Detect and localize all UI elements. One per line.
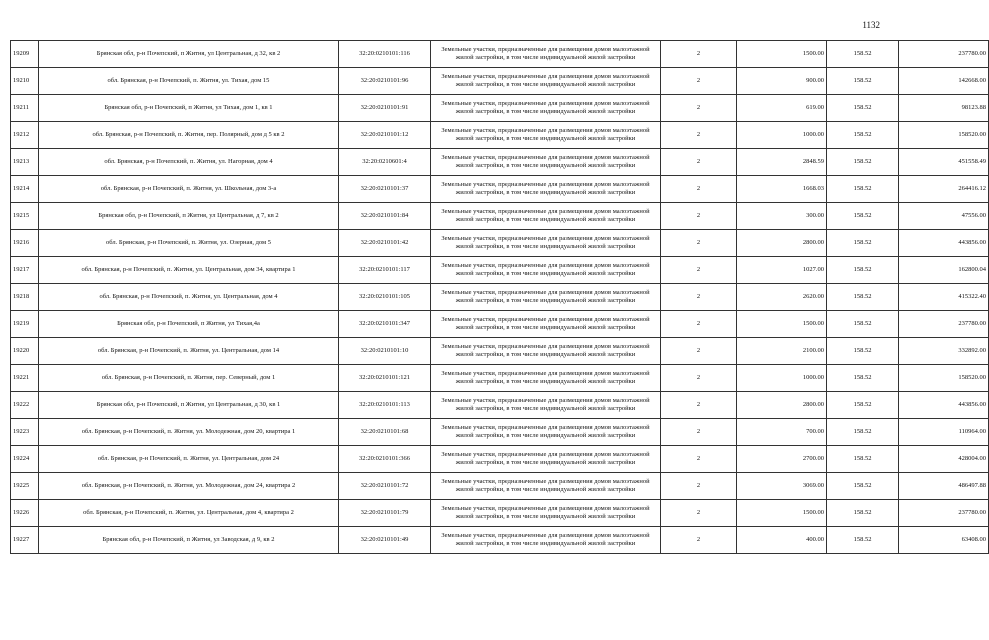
row-number: 19227 bbox=[11, 527, 39, 554]
table-body bbox=[11, 41, 989, 554]
address-cell: Брянская обл, р-н Почепский, п Житня, ул Тихая, дом 1, кв 1 bbox=[39, 95, 339, 122]
area-cell: 619.00 bbox=[737, 95, 827, 122]
table-row bbox=[11, 419, 989, 446]
table-row bbox=[11, 176, 989, 203]
area-cell: 1000.00 bbox=[737, 365, 827, 392]
rate-cell: 158.52 bbox=[827, 41, 899, 68]
row-number: 19218 bbox=[11, 284, 39, 311]
cadastral-value-cell: 158520.00 bbox=[899, 365, 989, 392]
land-use-cell: Земельные участки, предназначенные для размещения домов малоэтажной жилой застройки, в том числе индивидуальной жилой застройки bbox=[431, 95, 661, 122]
address-cell: обл. Брянская, р-н Почепский, п. Житня, ул. Центральная, дом 4, квартира 2 bbox=[39, 500, 339, 527]
address-cell: обл. Брянская, р-н Почепский, п. Житня, ул. Школьная, дом 3-а bbox=[39, 176, 339, 203]
address-cell: обл. Брянская, р-н Почепский, п. Житня, ул. Центральная, дом 14 bbox=[39, 338, 339, 365]
page-number: 1132 bbox=[862, 20, 880, 30]
row-number: 19222 bbox=[11, 392, 39, 419]
rate-cell: 158.52 bbox=[827, 473, 899, 500]
row-number: 19226 bbox=[11, 500, 39, 527]
table-row bbox=[11, 149, 989, 176]
table-row bbox=[11, 473, 989, 500]
category-code-cell: 2 bbox=[661, 419, 737, 446]
cadastral-number-cell: 32:20:0210101:117 bbox=[339, 257, 431, 284]
table-row bbox=[11, 365, 989, 392]
cadastral-number-cell: 32:20:0210601:4 bbox=[339, 149, 431, 176]
category-code-cell: 2 bbox=[661, 122, 737, 149]
area-cell: 300.00 bbox=[737, 203, 827, 230]
land-use-cell: Земельные участки, предназначенные для размещения домов малоэтажной жилой застройки, в том числе индивидуальной жилой застройки bbox=[431, 473, 661, 500]
address-cell: обл. Брянская, р-н Почепский, п. Житня, ул. Центральная, дом 34, квартира 1 bbox=[39, 257, 339, 284]
cadastral-number-cell: 32:20:0210101:121 bbox=[339, 365, 431, 392]
address-cell: обл. Брянская, р-н Почепский, п. Житня, пер. Полярный, дом д 5 кв 2 bbox=[39, 122, 339, 149]
row-number: 19211 bbox=[11, 95, 39, 122]
cadastral-value-cell: 264416.12 bbox=[899, 176, 989, 203]
cadastral-number-cell: 32:20:0210101:96 bbox=[339, 68, 431, 95]
cadastral-value-cell: 237780.00 bbox=[899, 311, 989, 338]
cadastral-number-cell: 32:20:0210101:116 bbox=[339, 41, 431, 68]
area-cell: 1500.00 bbox=[737, 500, 827, 527]
address-cell: Брянская обл, р-н Почепский, п Житня, ул Центральная, д 32, кв 2 bbox=[39, 41, 339, 68]
cadastral-value-cell: 98123.88 bbox=[899, 95, 989, 122]
category-code-cell: 2 bbox=[661, 257, 737, 284]
row-number: 19214 bbox=[11, 176, 39, 203]
cadastral-value-cell: 162800.04 bbox=[899, 257, 989, 284]
cadastral-number-cell: 32:20:0210101:37 bbox=[339, 176, 431, 203]
rate-cell: 158.52 bbox=[827, 122, 899, 149]
cadastral-number-cell: 32:20:0210101:113 bbox=[339, 392, 431, 419]
address-cell: Брянская обл, р-н Почепский, п Житня, ул Тихая,4а bbox=[39, 311, 339, 338]
cadastral-value-cell: 63408.00 bbox=[899, 527, 989, 554]
rate-cell: 158.52 bbox=[827, 500, 899, 527]
area-cell: 2620.00 bbox=[737, 284, 827, 311]
cadastral-number-cell: 32:20:0210101:42 bbox=[339, 230, 431, 257]
land-use-cell: Земельные участки, предназначенные для размещения домов малоэтажной жилой застройки, в том числе индивидуальной жилой застройки bbox=[431, 338, 661, 365]
rate-cell: 158.52 bbox=[827, 311, 899, 338]
rate-cell: 158.52 bbox=[827, 419, 899, 446]
area-cell: 2800.00 bbox=[737, 230, 827, 257]
table-row bbox=[11, 95, 989, 122]
row-number: 19219 bbox=[11, 311, 39, 338]
row-number: 19213 bbox=[11, 149, 39, 176]
row-number: 19209 bbox=[11, 41, 39, 68]
rate-cell: 158.52 bbox=[827, 95, 899, 122]
land-use-cell: Земельные участки, предназначенные для размещения домов малоэтажной жилой застройки, в том числе индивидуальной жилой застройки bbox=[431, 68, 661, 95]
land-use-cell: Земельные участки, предназначенные для размещения домов малоэтажной жилой застройки, в том числе индивидуальной жилой застройки bbox=[431, 392, 661, 419]
cadastral-number-cell: 32:20:0210101:84 bbox=[339, 203, 431, 230]
cadastral-number-cell: 32:20:0210101:72 bbox=[339, 473, 431, 500]
cadastral-value-cell: 486497.88 bbox=[899, 473, 989, 500]
table-row bbox=[11, 41, 989, 68]
cadastral-value-cell: 451558.49 bbox=[899, 149, 989, 176]
cadastral-value-cell: 443856.00 bbox=[899, 230, 989, 257]
table-row bbox=[11, 392, 989, 419]
cadastral-value-cell: 47556.00 bbox=[899, 203, 989, 230]
cadastral-number-cell: 32:20:0210101:105 bbox=[339, 284, 431, 311]
cadastral-value-cell: 110964.00 bbox=[899, 419, 989, 446]
row-number: 19216 bbox=[11, 230, 39, 257]
category-code-cell: 2 bbox=[661, 365, 737, 392]
area-cell: 2848.59 bbox=[737, 149, 827, 176]
land-use-cell: Земельные участки, предназначенные для размещения домов малоэтажной жилой застройки, в том числе индивидуальной жилой застройки bbox=[431, 149, 661, 176]
rate-cell: 158.52 bbox=[827, 527, 899, 554]
rate-cell: 158.52 bbox=[827, 257, 899, 284]
address-cell: обл. Брянская, р-н Почепский, п. Житня, ул. Молодежная, дом 20, квартира 1 bbox=[39, 419, 339, 446]
rate-cell: 158.52 bbox=[827, 68, 899, 95]
area-cell: 900.00 bbox=[737, 68, 827, 95]
area-cell: 1027.00 bbox=[737, 257, 827, 284]
category-code-cell: 2 bbox=[661, 527, 737, 554]
land-use-cell: Земельные участки, предназначенные для размещения домов малоэтажной жилой застройки, в том числе индивидуальной жилой застройки bbox=[431, 257, 661, 284]
land-use-cell: Земельные участки, предназначенные для размещения домов малоэтажной жилой застройки, в том числе индивидуальной жилой застройки bbox=[431, 500, 661, 527]
address-cell: обл. Брянская, р-н Почепский, п. Житня, ул. Центральная, дом 4 bbox=[39, 284, 339, 311]
cadastral-number-cell: 32:20:0210101:68 bbox=[339, 419, 431, 446]
rate-cell: 158.52 bbox=[827, 176, 899, 203]
area-cell: 400.00 bbox=[737, 527, 827, 554]
land-use-cell: Земельные участки, предназначенные для размещения домов малоэтажной жилой застройки, в том числе индивидуальной жилой застройки bbox=[431, 419, 661, 446]
cadastral-number-cell: 32:20:0210101:366 bbox=[339, 446, 431, 473]
land-use-cell: Земельные участки, предназначенные для размещения домов малоэтажной жилой застройки, в том числе индивидуальной жилой застройки bbox=[431, 203, 661, 230]
rate-cell: 158.52 bbox=[827, 338, 899, 365]
category-code-cell: 2 bbox=[661, 446, 737, 473]
table-row bbox=[11, 284, 989, 311]
category-code-cell: 2 bbox=[661, 284, 737, 311]
land-use-cell: Земельные участки, предназначенные для размещения домов малоэтажной жилой застройки, в том числе индивидуальной жилой застройки bbox=[431, 365, 661, 392]
row-number: 19215 bbox=[11, 203, 39, 230]
rate-cell: 158.52 bbox=[827, 203, 899, 230]
land-use-cell: Земельные участки, предназначенные для размещения домов малоэтажной жилой застройки, в том числе индивидуальной жилой застройки bbox=[431, 446, 661, 473]
address-cell: Брянская обл, р-н Почепский, п Житня, ул Центральная, д 30, кв 1 bbox=[39, 392, 339, 419]
cadastral-value-cell: 443856.00 bbox=[899, 392, 989, 419]
cadastral-value-cell: 237780.00 bbox=[899, 500, 989, 527]
category-code-cell: 2 bbox=[661, 311, 737, 338]
category-code-cell: 2 bbox=[661, 338, 737, 365]
cadastral-number-cell: 32:20:0210101:12 bbox=[339, 122, 431, 149]
category-code-cell: 2 bbox=[661, 500, 737, 527]
land-registry-table bbox=[10, 40, 989, 554]
address-cell: обл. Брянская, р-н Почепский, п. Житня, ул. Тихая, дом 15 bbox=[39, 68, 339, 95]
table-row bbox=[11, 257, 989, 284]
land-use-cell: Земельные участки, предназначенные для размещения домов малоэтажной жилой застройки, в том числе индивидуальной жилой застройки bbox=[431, 230, 661, 257]
rate-cell: 158.52 bbox=[827, 446, 899, 473]
land-use-cell: Земельные участки, предназначенные для размещения домов малоэтажной жилой застройки, в том числе индивидуальной жилой застройки bbox=[431, 122, 661, 149]
row-number: 19223 bbox=[11, 419, 39, 446]
category-code-cell: 2 bbox=[661, 95, 737, 122]
address-cell: обл. Брянская, р-н Почепский, п. Житня, ул. Нагорная, дом 4 bbox=[39, 149, 339, 176]
row-number: 19221 bbox=[11, 365, 39, 392]
cadastral-number-cell: 32:20:0210101:79 bbox=[339, 500, 431, 527]
category-code-cell: 2 bbox=[661, 203, 737, 230]
cadastral-number-cell: 32:20:0210101:10 bbox=[339, 338, 431, 365]
rate-cell: 158.52 bbox=[827, 230, 899, 257]
land-use-cell: Земельные участки, предназначенные для размещения домов малоэтажной жилой застройки, в том числе индивидуальной жилой застройки bbox=[431, 311, 661, 338]
land-use-cell: Земельные участки, предназначенные для размещения домов малоэтажной жилой застройки, в том числе индивидуальной жилой застройки bbox=[431, 527, 661, 554]
row-number: 19225 bbox=[11, 473, 39, 500]
cadastral-value-cell: 415322.40 bbox=[899, 284, 989, 311]
land-use-cell: Земельные участки, предназначенные для размещения домов малоэтажной жилой застройки, в том числе индивидуальной жилой застройки bbox=[431, 284, 661, 311]
table-row bbox=[11, 68, 989, 95]
cadastral-value-cell: 237780.00 bbox=[899, 41, 989, 68]
rate-cell: 158.52 bbox=[827, 149, 899, 176]
cadastral-value-cell: 142668.00 bbox=[899, 68, 989, 95]
category-code-cell: 2 bbox=[661, 392, 737, 419]
table-row bbox=[11, 446, 989, 473]
address-cell: Брянская обл, р-н Почепский, п Житня, ул Заводская, д 9, кв 2 bbox=[39, 527, 339, 554]
area-cell: 2100.00 bbox=[737, 338, 827, 365]
rate-cell: 158.52 bbox=[827, 284, 899, 311]
area-cell: 2800.00 bbox=[737, 392, 827, 419]
row-number: 19210 bbox=[11, 68, 39, 95]
rate-cell: 158.52 bbox=[827, 392, 899, 419]
category-code-cell: 2 bbox=[661, 230, 737, 257]
table-row bbox=[11, 230, 989, 257]
table-row bbox=[11, 500, 989, 527]
row-number: 19224 bbox=[11, 446, 39, 473]
category-code-cell: 2 bbox=[661, 176, 737, 203]
area-cell: 700.00 bbox=[737, 419, 827, 446]
row-number: 19220 bbox=[11, 338, 39, 365]
row-number: 19212 bbox=[11, 122, 39, 149]
area-cell: 2700.00 bbox=[737, 446, 827, 473]
area-cell: 1000.00 bbox=[737, 122, 827, 149]
cadastral-value-cell: 332892.00 bbox=[899, 338, 989, 365]
address-cell: обл. Брянская, р-н Почепский, п. Житня, ул. Озерная, дом 5 bbox=[39, 230, 339, 257]
cadastral-value-cell: 428004.00 bbox=[899, 446, 989, 473]
area-cell: 3069.00 bbox=[737, 473, 827, 500]
area-cell: 1500.00 bbox=[737, 311, 827, 338]
table-row bbox=[11, 338, 989, 365]
category-code-cell: 2 bbox=[661, 149, 737, 176]
table-row bbox=[11, 203, 989, 230]
table-row bbox=[11, 527, 989, 554]
address-cell: обл. Брянская, р-н Почепский, п. Житня, ул. Центральная, дом 24 bbox=[39, 446, 339, 473]
land-use-cell: Земельные участки, предназначенные для размещения домов малоэтажной жилой застройки, в том числе индивидуальной жилой застройки bbox=[431, 41, 661, 68]
area-cell: 1668.03 bbox=[737, 176, 827, 203]
cadastral-number-cell: 32:20:0210101:91 bbox=[339, 95, 431, 122]
rate-cell: 158.52 bbox=[827, 365, 899, 392]
row-number: 19217 bbox=[11, 257, 39, 284]
address-cell: обл. Брянская, р-н Почепский, п. Житня, ул. Молодежная, дом 24, квартира 2 bbox=[39, 473, 339, 500]
cadastral-number-cell: 32:20:0210101:49 bbox=[339, 527, 431, 554]
cadastral-value-cell: 158520.00 bbox=[899, 122, 989, 149]
cadastral-number-cell: 32:20:0210101:347 bbox=[339, 311, 431, 338]
land-use-cell: Земельные участки, предназначенные для размещения домов малоэтажной жилой застройки, в том числе индивидуальной жилой застройки bbox=[431, 176, 661, 203]
category-code-cell: 2 bbox=[661, 473, 737, 500]
address-cell: обл. Брянская, р-н Почепский, п. Житня, пер. Северный, дом 1 bbox=[39, 365, 339, 392]
category-code-cell: 2 bbox=[661, 41, 737, 68]
category-code-cell: 2 bbox=[661, 68, 737, 95]
table-row bbox=[11, 122, 989, 149]
table-row bbox=[11, 311, 989, 338]
area-cell: 1500.00 bbox=[737, 41, 827, 68]
address-cell: Брянская обл, р-н Почепский, п Житня, ул Центральная, д 7, кв 2 bbox=[39, 203, 339, 230]
